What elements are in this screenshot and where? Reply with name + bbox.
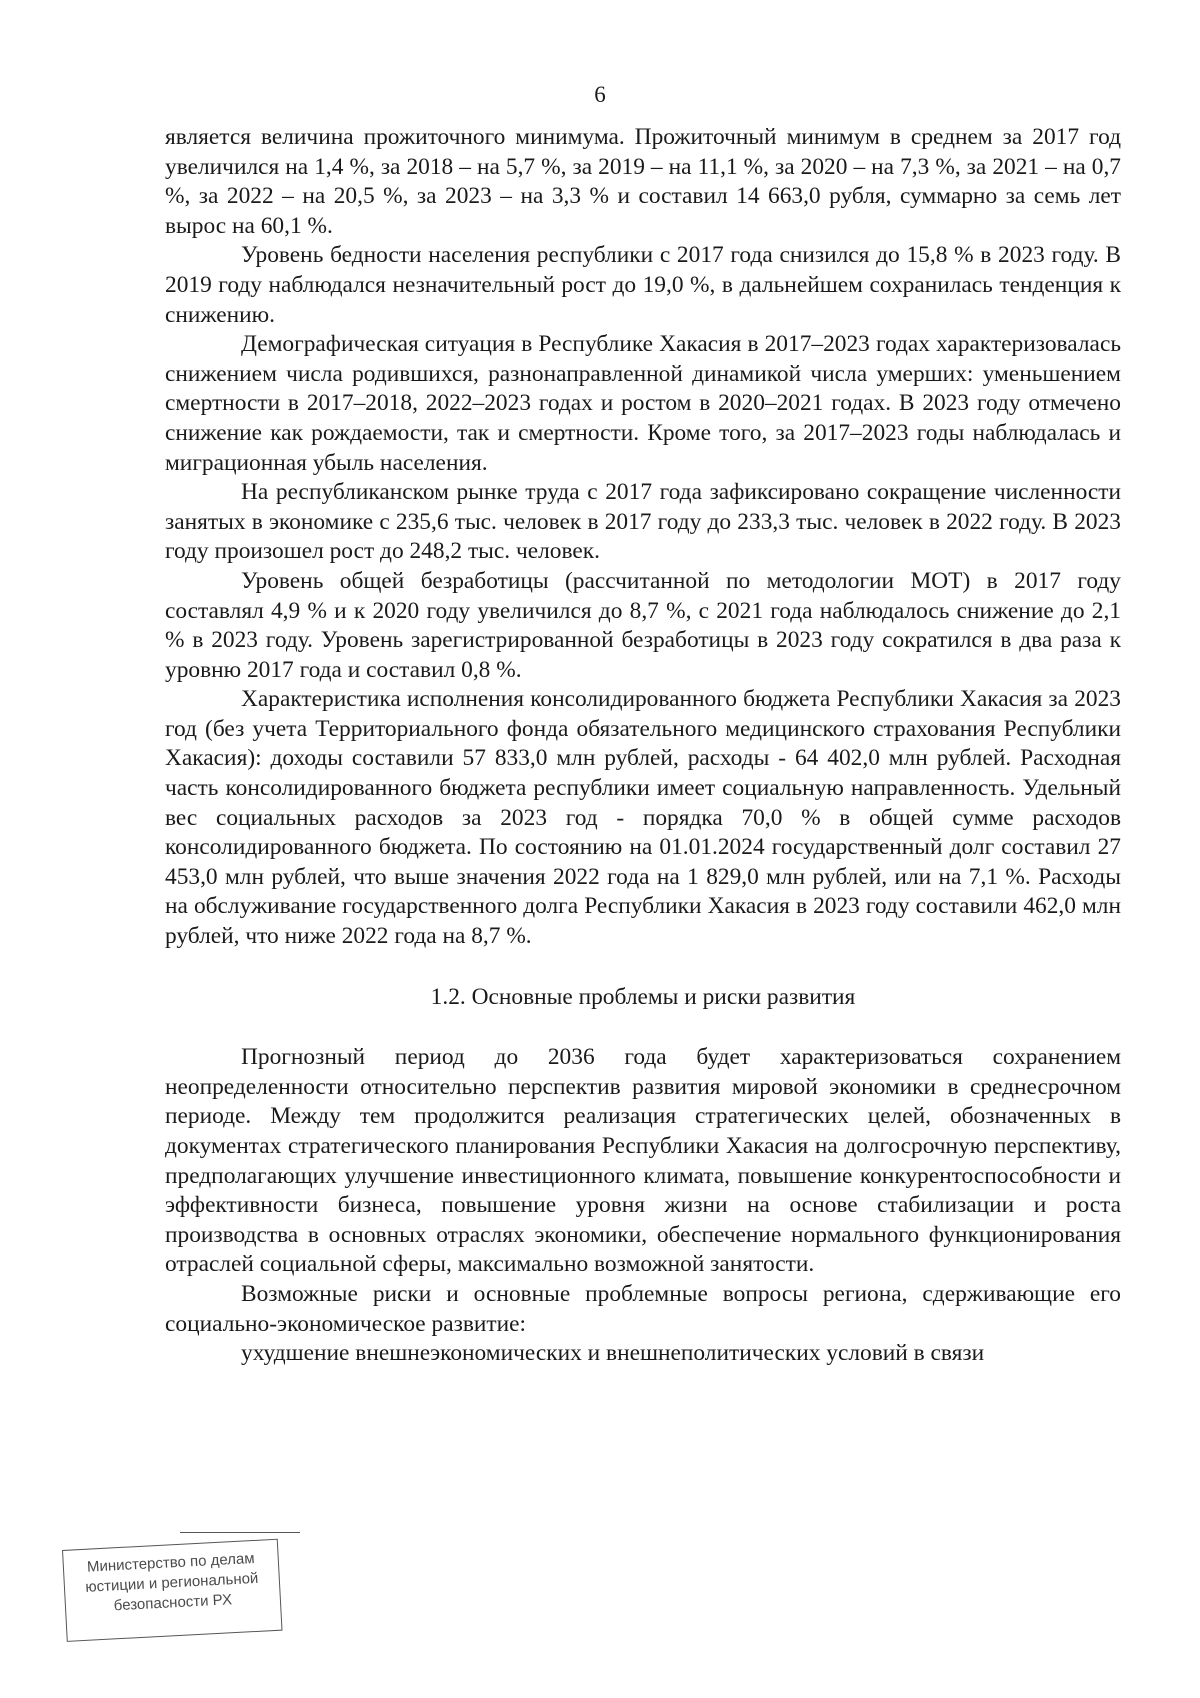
paragraph-risks-intro: Возможные риски и основные проблемные вопросы региона, сдерживающие его социально-экономическое развитие: bbox=[165, 1280, 1121, 1337]
page-number: 6 bbox=[594, 82, 606, 107]
stamp-edge-line bbox=[180, 1532, 300, 1533]
paragraph-labor-market: На республиканском рынке труда с 2017 года зафиксировано сокращение численности занятых в экономике с 235,6 тыс. человек в 2017 году до 233,3 тыс. человек в 2022 году. В 2023 году произошел рост до 248,2 тыс. человек. bbox=[165, 479, 1121, 565]
paragraph-demography: Демографическая ситуация в Республике Хакасия в 2017–2023 годах характеризовалась снижением числа родившихся, разнонаправленной динамикой числа умерших: уменьшением смертности в 2017–2018, 2022–2023 годах и ростом в 2020–2021 годах. В 2023 году отмечено снижение как рождаемости, так и смертности. Кроме того, за 2017–2023 годы наблюдалась и миграционная убыль населения. bbox=[165, 331, 1121, 476]
paragraph-risk-item: ухудшение внешнеэкономических и внешнеполитических условий в связи bbox=[241, 1340, 985, 1367]
stamp-line: безопасности РХ bbox=[113, 1591, 233, 1615]
paragraph-budget: Характеристика исполнения консолидированного бюджета Республики Хакасия за 2023 год (без учета Территориального фонда обязательного медицинского страхования Республики Хакасия): доходы составили 57 833,0 млн рублей, расходы - 64 402,0 млн рублей. Расходная часть консолидированного бюджета республики имеет социальную направленность. Удельный вес социальных расходов за 2023 год - порядка 70,0 % в общей сумме расходов консолидированного бюджета. По состоянию на 01.01.2024 государственный долг составил 27 453,0 млн рублей, что выше значения 2022 года на 1 829,0 млн рублей, или на 7,1 %. Расходы на обслуживание государственного долга Республики Хакасия в 2023 году составили 462,0 млн рублей, что ниже 2022 года на 8,7 %. bbox=[165, 686, 1121, 950]
stamp-line: юстиции и региональной bbox=[84, 1569, 259, 1596]
paragraph-poverty-level: Уровень бедности населения республики с 2017 года снизился до 15,8 % в 2023 году. В 2019 году наблюдался незначительный рост до 19,0 %, в дальнейшем сохранилась тенденция к снижению. bbox=[165, 242, 1121, 328]
ministry-stamp bbox=[62, 1539, 283, 1642]
stamp-line: Министерство по делам bbox=[86, 1549, 256, 1576]
paragraph-forecast-period: Прогнозный период до 2036 года будет характеризоваться сохранением неопределенности относительно перспектив развития мировой экономики в среднесрочном периоде. Между тем продолжится реализация стратегических целей, обозначенных в документах стратегического планирования Республики Хакасия на долгосрочную перспективу, предполагающих улучшение инвестиционного климата, повышение конкурентоспособности и эффективности бизнеса, повышение уровня жизни на основе стабилизации и роста производства в основных отраслях экономики, обеспечение нормального функционирования отраслей социальной сферы, максимально возможной занятости. bbox=[165, 1044, 1121, 1278]
section-heading: 1.2. Основные проблемы и риски развития bbox=[430, 983, 856, 1010]
paragraph-unemployment: Уровень общей безработицы (рассчитанной по методологии МОТ) в 2017 году составлял 4,9 % и к 2020 году увеличился до 8,7 %, с 2021 года наблюдалось снижение до 2,1 % в 2023 году. Уровень зарегистрированной безработицы в 2023 году сократился в два раза к уровню 2017 года и составил 0,8 %. bbox=[165, 567, 1121, 683]
document-body bbox=[165, 123, 1121, 1369]
paragraph-living-wage: является величина прожиточного минимума. Прожиточный минимум в среднем за 2017 год увеличился на 1,4 %, за 2018 – на 5,7 %, за 2019 – на 11,1 %, за 2020 – на 7,3 %, за 2021 – на 0,7 %, за 2022 – на 20,5 %, за 2023 – на 3,3 % и составил 14 663,0 рубля, суммарно за семь лет вырос на 60,1 %. bbox=[165, 124, 1121, 239]
